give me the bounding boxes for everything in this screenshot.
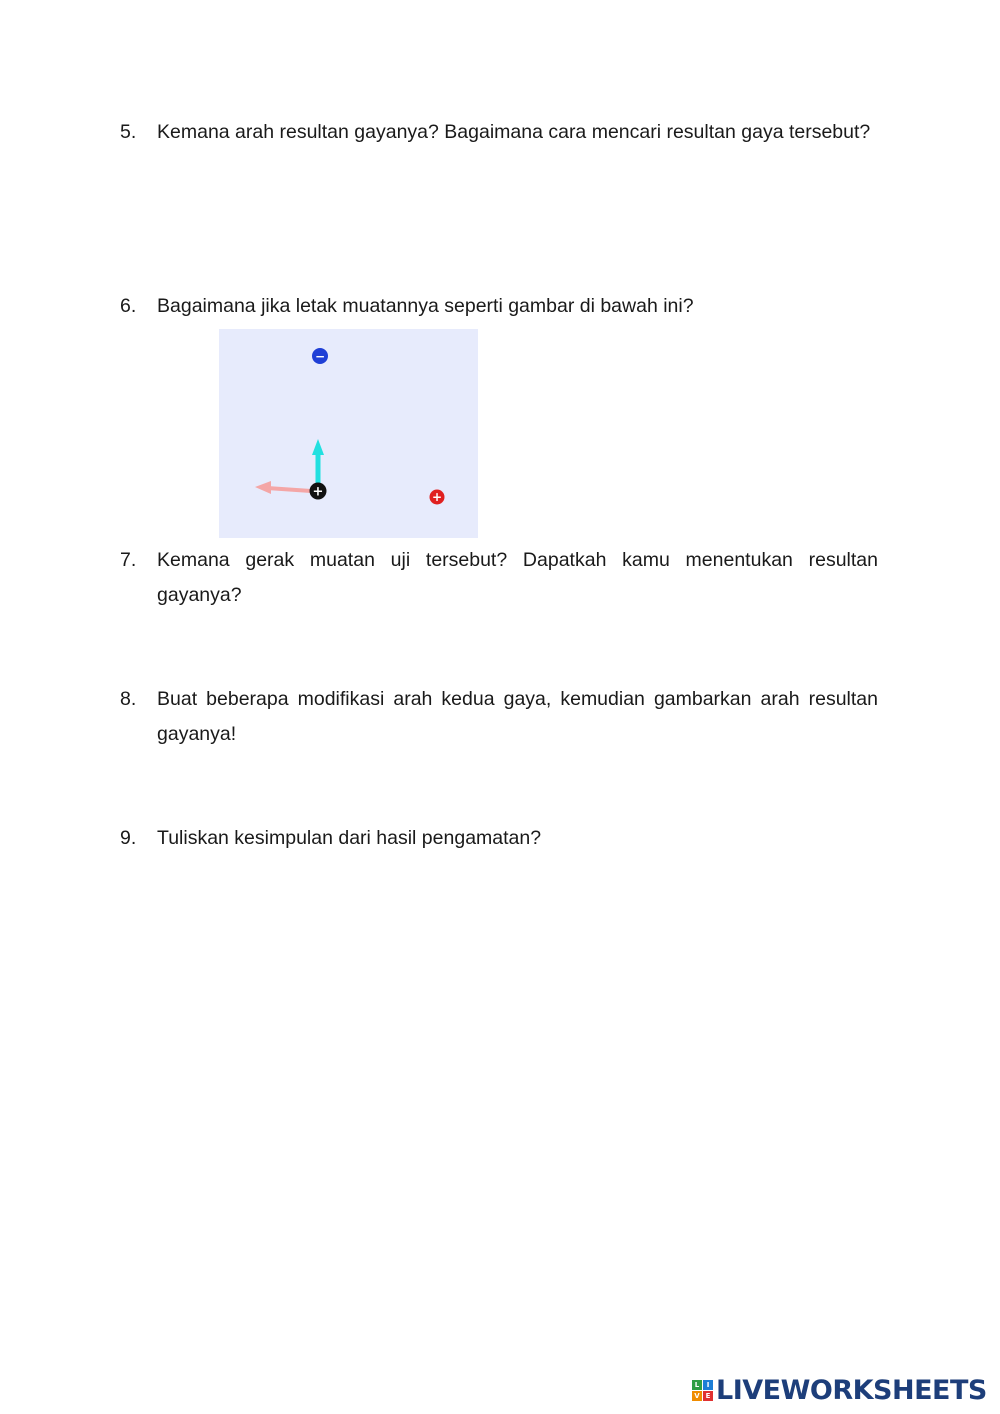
logo-letter: V — [692, 1391, 702, 1401]
question-7 — [120, 543, 878, 613]
question-8 — [120, 682, 878, 752]
question-6 — [120, 289, 878, 324]
question-number: 9. — [120, 827, 137, 849]
question-number: 6. — [120, 295, 137, 317]
left-force-arrowhead — [255, 481, 271, 494]
logo-text: LIVEWORKSHEETS — [716, 1374, 987, 1406]
question-text: Tuliskan kesimpulan dari hasil pengamatan? — [157, 827, 542, 849]
question-number: 7. — [120, 549, 137, 571]
left-force-arrow — [267, 488, 311, 491]
question-5 — [120, 115, 878, 150]
question-text: Kemana gerak muatan uji tersebut? Dapatkah kamu menentukan resultan gayanya? — [157, 549, 878, 606]
positive-charge-symbol: + — [431, 490, 443, 504]
logo-letter: I — [703, 1380, 713, 1390]
question-text: Bagaimana jika letak muatannya seperti gambar di bawah ini? — [157, 295, 694, 317]
question-number: 5. — [120, 121, 137, 143]
electric-charge-figure — [219, 329, 478, 538]
test-charge-symbol: + — [312, 484, 324, 500]
charge-diagram — [219, 329, 478, 538]
logo-letter: E — [703, 1391, 713, 1401]
question-text: Kemana arah resultan gayanya? Bagaimana cara mencari resultan gaya tersebut? — [157, 121, 871, 143]
question-number: 8. — [120, 688, 137, 710]
logo-letter: L — [692, 1380, 702, 1390]
liveworksheets-logo — [692, 1374, 987, 1406]
negative-charge-symbol: − — [314, 349, 326, 364]
question-9 — [120, 821, 878, 856]
question-text: Buat beberapa modifikasi arah kedua gaya, kemudian gambarkan arah resultan gayanya! — [157, 688, 878, 745]
logo-grid-icon — [692, 1380, 713, 1401]
up-force-arrowhead — [312, 439, 324, 455]
